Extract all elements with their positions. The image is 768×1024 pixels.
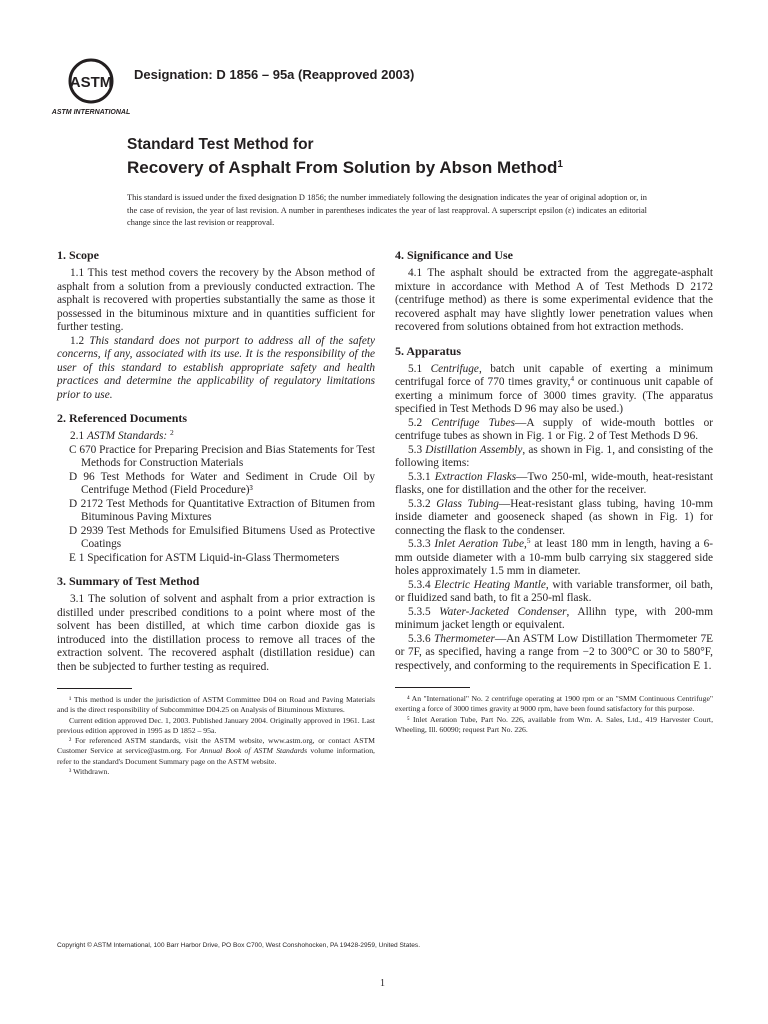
footnote-3: ³ Withdrawn.: [69, 767, 110, 777]
reference-item: [57, 498, 375, 525]
apparatus-5-3-5: [395, 606, 713, 633]
intro-notice: This standard is issued under the fixed designation D 1856; the number immediately following the designation indicates the year of original adoption or, in the case of revision, the year of last revision. A number in parentheses indicates the year of last reapproval. A superscript epsilon (ε) indicates an editorial change since the last revision or reapproval.: [127, 193, 647, 228]
heading-apparatus: 5. Apparatus: [395, 343, 462, 358]
p531-term: Extraction Flasks: [434, 470, 517, 483]
scope-1-1: 1.1 This test method covers the recovery by the Abson method of asphalt from a solution from a previously conducted extraction. The asphalt is recovered with properties substantially the same as those it possessed in the bituminous mixture and in quantities sufficient for further testing.: [57, 267, 375, 333]
section-scope: [57, 248, 375, 402]
footnote-2: [57, 736, 375, 767]
p535-text: , Allihn type, with 200-mm minimum jacket length or equivalent.: [395, 605, 713, 631]
p52-num: 5.2: [408, 416, 432, 429]
p536-num: 5.3.6: [408, 632, 434, 645]
reference-e1: E 1 Specification for ASTM Liquid-in-Glass Thermometers: [69, 551, 340, 564]
p534-text: , with variable transformer, oil bath, or fluidized sand bath, to fit a 250-ml flask.: [395, 578, 713, 604]
title-footnote-mark: 1: [557, 159, 563, 170]
section-summary: [57, 574, 375, 674]
heading-referenced: 2. Referenced Documents: [57, 411, 188, 425]
apparatus-5-3-2: [395, 498, 713, 539]
copyright-notice: Copyright © ASTM International, 100 Barr Harbor Drive, PO Box C700, West Conshohocken, PA 19428-2959, United States.: [57, 942, 421, 949]
apparatus-5-1: [395, 363, 713, 417]
footnote-2-part-c: volume information, refer to the standard's Document Summary page on the ASTM website.: [57, 746, 375, 766]
heading-significance: 4. Significance and Use: [395, 248, 514, 262]
p53-text: , as shown in Fig. 1, and consisting of the following items:: [395, 443, 713, 469]
p51-mark: 4: [570, 374, 575, 383]
svg-text:ASTM INTERNATIONAL: ASTM INTERNATIONAL: [51, 109, 131, 116]
section-referenced-documents: [57, 411, 375, 565]
footnote-2-part-a: ² For referenced ASTM standards, visit the ASTM website, www.astm.org, or contact ASTM Customer Service at service@astm.org. For: [57, 736, 375, 756]
right-column: [395, 248, 713, 735]
p52-text: —A supply of wide-mouth bottles or centrifuge tubes as shown in Fig. 1 or Fig. 2 of Test Methods D 96.: [395, 416, 713, 442]
apparatus-5-3-6: [395, 633, 713, 674]
footnote-divider: [57, 688, 132, 689]
p531-text: —Two 250-ml, wide-mouth, heat-resistant flasks, one for distillation and the other for the receiver.: [395, 470, 713, 496]
p533-term: Inlet Aeration Tube,: [434, 538, 527, 550]
page-number: 1: [380, 978, 385, 989]
footnote-5: ⁵ Inlet Aeration Tube, Part No. 226, available from Wm. A. Sales, Ltd., 419 Harvester Court, Wheeling, Ill. 60090; request Part No. 226.: [395, 714, 713, 734]
summary-3-1: 3.1 The solution of solvent and asphalt from a prior extraction is distilled under prescribed conditions to a point where most of the solvent has been distilled, at which time carbon dioxide gas is introduced into the distillation process to remove all traces of the extraction solvent. The recovered asphalt (distillation residue) can then be subjected to further testing as required.: [57, 593, 375, 673]
p51-term: Centrifuge: [430, 362, 479, 375]
p534-term: Electric Heating Mantle: [434, 578, 546, 591]
left-column: [57, 248, 375, 777]
reference-item: [57, 525, 375, 552]
footnote-2-part-b: Annual Book of ASTM Standards: [199, 746, 308, 756]
reference-item: [57, 552, 375, 566]
scope-1-2-text: This standard does not purport to address all of the safety concerns, if any, associated with its use. It is the responsibility of the user of this standard to establish appropriate safety and health practices and determine the applicability of regulatory limitations prior to use.: [57, 334, 375, 401]
p535-num: 5.3.5: [408, 605, 440, 618]
p51-num: 5.1: [408, 362, 431, 375]
p533-num: 5.3.3: [408, 538, 435, 550]
reference-d2939: D 2939 Test Methods for Emulsified Bitumens Used as Protective Coatings: [69, 524, 375, 550]
p534-num: 5.3.4: [408, 578, 435, 591]
heading-scope: 1. Scope: [57, 248, 99, 262]
reference-d96: D 96 Test Methods for Water and Sediment in Crude Oil by Centrifuge Method (Field Procedure)³: [69, 470, 375, 496]
apparatus-5-3-3: [395, 538, 713, 579]
document-title: [127, 135, 563, 179]
designation: Designation: D 1856 – 95a (Reapproved 2003): [134, 67, 415, 82]
footnote-divider: [395, 687, 470, 688]
p536-text: —An ASTM Low Distillation Thermometer 7E or 7F, as specified, having a range from −2 to 300°C or 30 to 580°F, respectively, and conforming to the requirements in Specification E 1.: [395, 632, 713, 672]
p531-num: 5.3.1: [408, 470, 435, 483]
reference-item: [57, 444, 375, 471]
p51-text-b: or continuous unit capable of exerting a minimum force of 3000 times gravity. (The apparatus specified in Test Methods D 96 may also be used.): [395, 376, 714, 415]
referenced-2-1-mark: 2: [170, 428, 174, 437]
astm-logo: [51, 55, 131, 117]
heading-summary: 3. Summary of Test Method: [57, 574, 200, 588]
section-significance: [395, 248, 713, 335]
footnote-1-approval: Current edition approved Dec. 1, 2003. Published January 2004. Originally approved in 1961. Last previous edition approved in 1995 as D 1852 – 95a.: [57, 715, 375, 735]
referenced-2-1-label: ASTM Standards:: [86, 430, 168, 442]
p53-term: Distillation Assembly: [425, 443, 523, 456]
p532-term: Glass Tubing: [436, 497, 499, 510]
scope-1-2-num: 1.2: [70, 334, 90, 347]
section-apparatus: [395, 344, 713, 674]
svg-text:ASTM: ASTM: [69, 74, 113, 91]
p52-term: Centrifuge Tubes: [431, 416, 516, 429]
apparatus-5-3: [395, 444, 713, 471]
p53-num: 5.3: [408, 443, 426, 456]
apparatus-5-2: [395, 417, 713, 444]
significance-4-1: 4.1 The asphalt should be extracted from the aggregate-asphalt mixture in accordance with Method A of Test Methods D 2172 (centrifuge method) as there is some experimental evidence that the recovered asphalt may have slightly lower penetration values when recovered from solutions obtained from hot extraction methods.: [395, 267, 713, 333]
p536-term: Thermometer: [433, 632, 495, 645]
p532-num: 5.3.2: [408, 497, 437, 510]
apparatus-5-3-4: [395, 579, 713, 606]
p51-text-a: , batch unit capable of exerting a minimum centrifugal force of 770 times gravity,: [395, 362, 714, 388]
p533-mark: 5: [526, 536, 531, 545]
p533-text: at least 180 mm in length, having a 6-mm outside diameter with a 10-mm bulb carrying six staggered side holes approximately 1.5 mm in diameter.: [395, 538, 714, 577]
referenced-2-1-num: 2.1: [70, 430, 87, 442]
referenced-2-1: [57, 430, 375, 444]
footnote-1: ¹ This method is under the jurisdiction of ASTM Committee D04 on Road and Paving Materials and is the direct responsibility of Subcommittee D04.25 on Analysis of Bituminous Mixtures.: [57, 695, 375, 715]
title-line-2: [127, 154, 563, 179]
footnote-4: ⁴ An "International" No. 2 centrifuge operating at 1900 rpm or an "SMM Continuous Centrifuge" exerting a force of 3000 times gravity at 9000 rpm, have been found satisfactory for this purpose.: [395, 694, 713, 714]
reference-d2172: D 2172 Test Methods for Quantitative Extraction of Bitumen from Bituminous Paving Mixtures: [69, 497, 375, 523]
p535-term: Water-Jacketed Condenser: [439, 605, 567, 618]
reference-c670: C 670 Practice for Preparing Precision and Bias Statements for Test Methods for Construction Materials: [69, 443, 375, 469]
reference-item: [57, 471, 375, 498]
p532-text: —Heat-resistant glass tubing, having 10-mm inside diameter and gooseneck shaped (as shown in Fig. 1) for connecting the flask to the condenser.: [395, 497, 713, 537]
title-line-1: Standard Test Method for: [127, 136, 314, 153]
scope-1-2: [57, 335, 375, 403]
title-main: Recovery of Asphalt From Solution by Abson Method: [127, 158, 558, 177]
apparatus-5-3-1: [395, 471, 713, 498]
